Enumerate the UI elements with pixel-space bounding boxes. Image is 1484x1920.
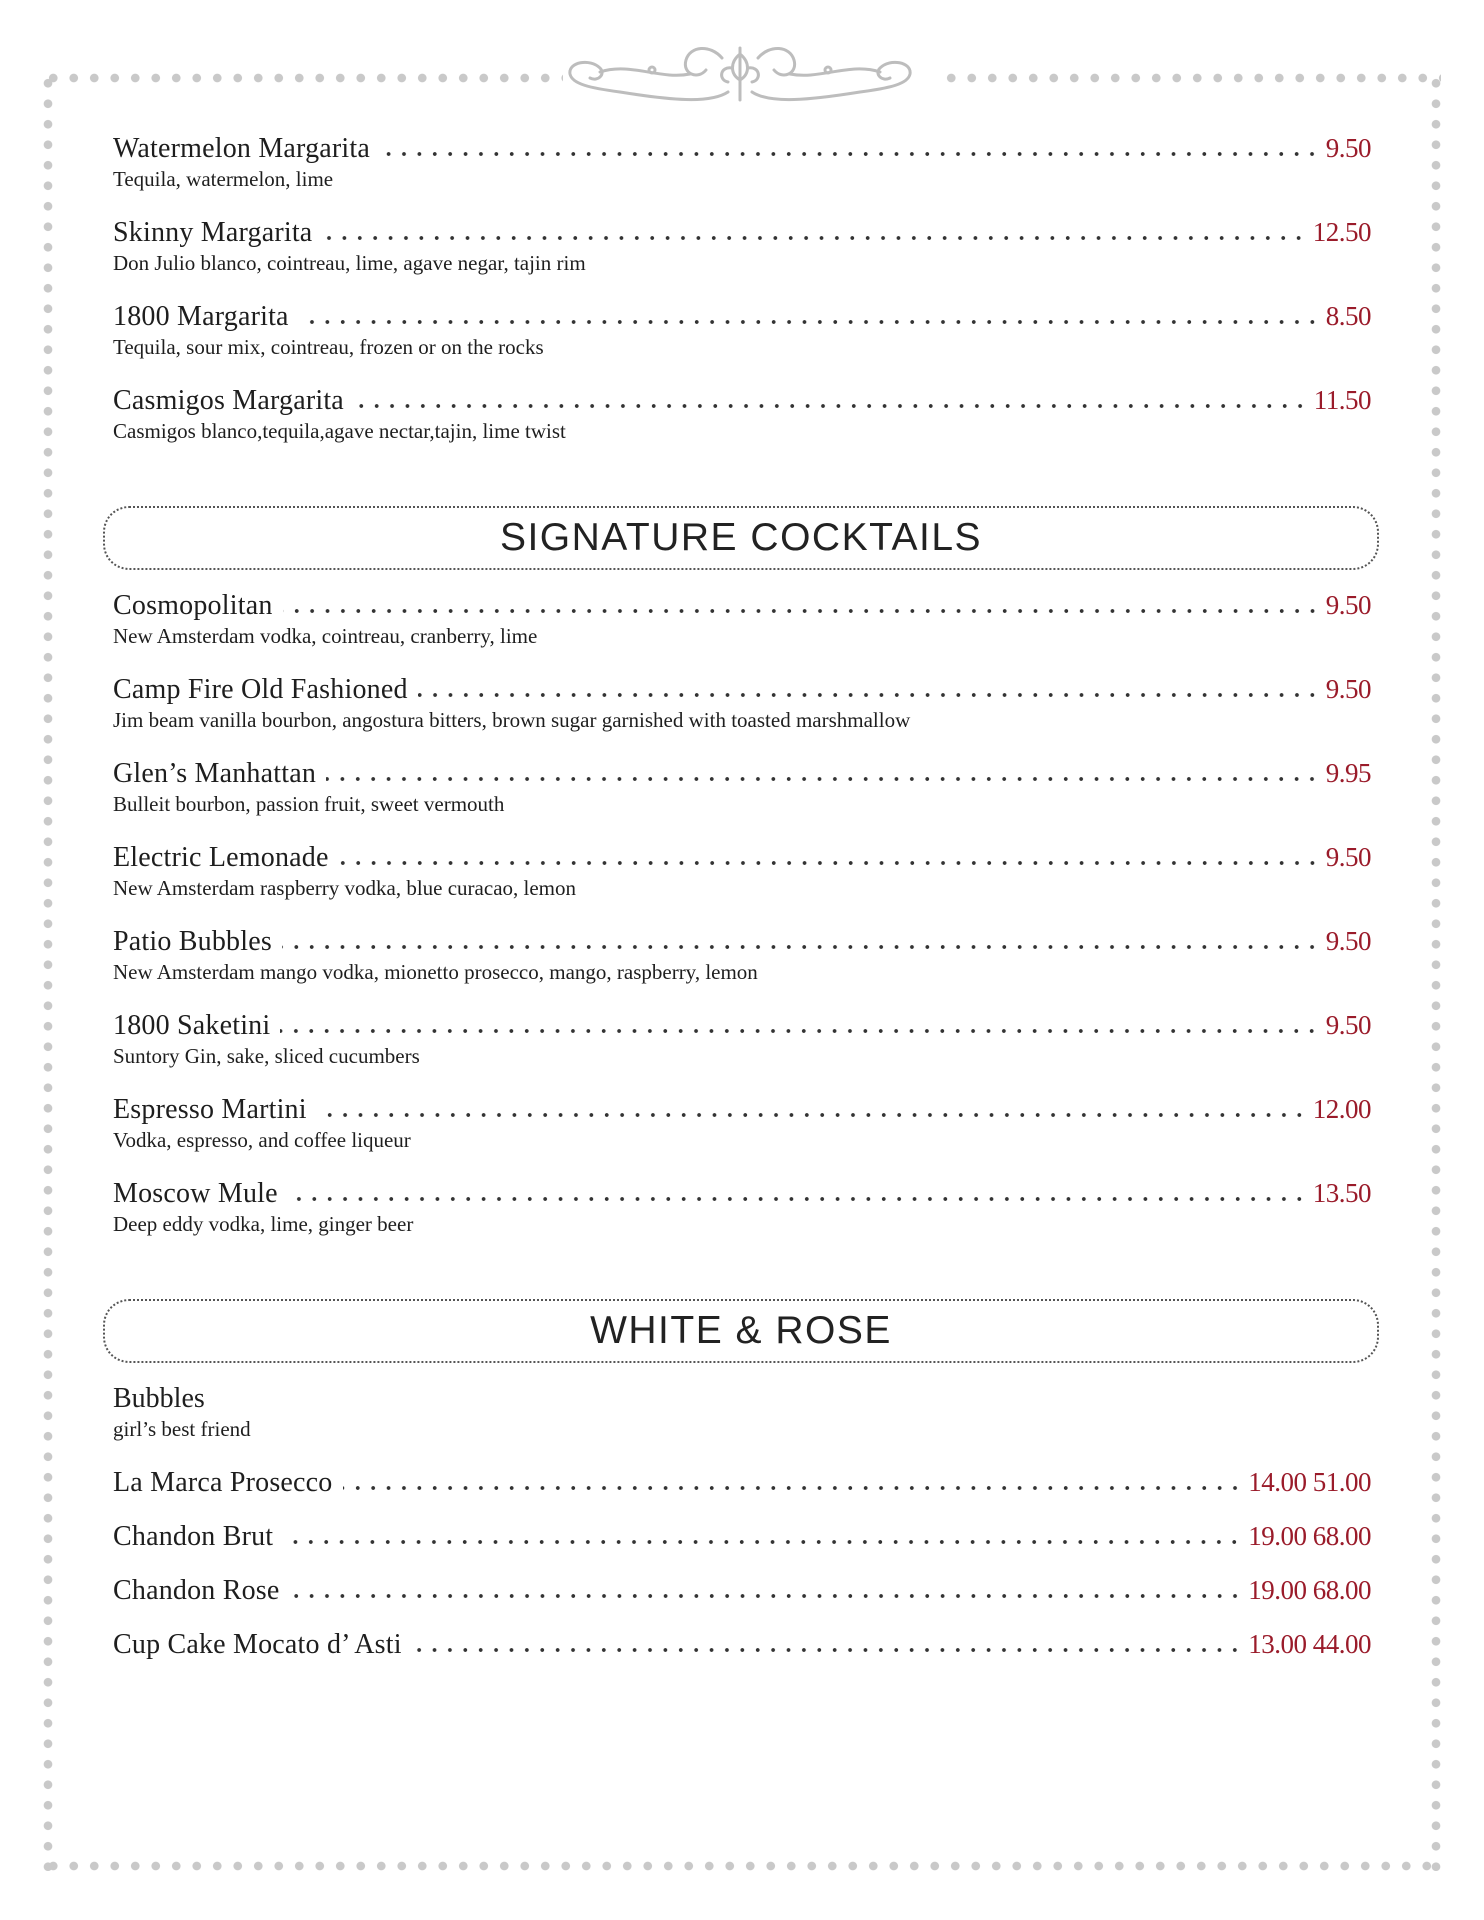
dot-leader <box>282 945 1320 949</box>
item-name: Cup Cake Mocato d’ Asti <box>113 1629 402 1660</box>
dot-leader <box>380 152 1320 156</box>
item-description: Jim beam vanilla bourbon, angostura bitters, brown sugar garnished with toasted marshmallow <box>113 708 911 732</box>
item-name: Chandon Brut <box>113 1521 274 1552</box>
item-name: 1800 Margarita <box>113 301 289 332</box>
dot-leader <box>299 320 1320 324</box>
item-price: 19.00 68.00 <box>1248 1575 1371 1605</box>
item-name: 1800 Saketini <box>113 1010 271 1041</box>
item-description: Deep eddy vodka, lime, ginger beer <box>113 1212 414 1236</box>
menu-item <box>113 758 1371 817</box>
item-description: Don Julio blanco, cointreau, lime, agave negar, tajin rim <box>113 251 586 275</box>
frame-top-right-dots <box>941 73 1441 83</box>
dot-leader <box>326 777 1320 781</box>
item-price: 19.00 68.00 <box>1248 1521 1371 1551</box>
menu-item <box>113 217 1371 276</box>
item-price: 9.95 <box>1325 758 1371 788</box>
item-price: 9.50 <box>1325 842 1371 872</box>
item-price: 12.50 <box>1312 217 1371 247</box>
menu-item <box>113 674 1371 733</box>
item-price: 13.50 <box>1312 1178 1371 1208</box>
subheading-bubbles <box>113 1383 251 1442</box>
item-price: 9.50 <box>1325 590 1371 620</box>
dot-leader <box>412 1648 1243 1652</box>
item-description: Suntory Gin, sake, sliced cucumbers <box>113 1044 420 1068</box>
menu-item <box>113 385 1371 444</box>
dot-leader <box>283 1540 1242 1544</box>
menu-item <box>113 842 1371 901</box>
frame-bottom-dots <box>43 1861 1441 1871</box>
dot-leader <box>283 609 1320 613</box>
item-description: Bulleit bourbon, passion fruit, sweet vermouth <box>113 792 505 816</box>
item-description: New Amsterdam mango vodka, mionetto prosecco, mango, raspberry, lemon <box>113 960 758 984</box>
menu-item <box>113 1467 1371 1499</box>
menu-item <box>113 926 1371 985</box>
item-price: 12.00 <box>1312 1094 1371 1124</box>
section-title: WHITE & ROSE <box>590 1309 892 1352</box>
item-name: Camp Fire Old Fashioned <box>113 674 408 705</box>
menu-item <box>113 301 1371 360</box>
menu-item <box>113 1010 1371 1069</box>
frame-right-dots <box>1431 73 1441 1871</box>
item-price: 9.50 <box>1325 1010 1371 1040</box>
item-description: Vodka, espresso, and coffee liqueur <box>113 1128 411 1152</box>
item-price: 14.00 51.00 <box>1248 1467 1371 1497</box>
dot-leader <box>280 1029 1319 1033</box>
item-price: 9.50 <box>1325 133 1371 163</box>
frame-top-left-dots <box>43 73 563 83</box>
menu-item <box>113 1178 1371 1237</box>
dot-leader <box>354 404 1308 408</box>
frame-left-dots <box>43 73 53 1871</box>
item-name: Glen’s Manhattan <box>113 758 317 789</box>
dot-leader <box>418 693 1320 697</box>
item-name: Espresso Martini <box>113 1094 307 1125</box>
item-name: Moscow Mule <box>113 1178 278 1209</box>
subheading-description: girl’s best friend <box>113 1417 251 1441</box>
dot-leader <box>322 236 1306 240</box>
dot-leader <box>317 1113 1307 1117</box>
dot-leader <box>290 1594 1243 1598</box>
menu-item <box>113 1521 1371 1553</box>
menu-item <box>113 1094 1371 1153</box>
item-name: Watermelon Margarita <box>113 133 371 164</box>
item-name: Casmigos Margarita <box>113 385 344 416</box>
item-description: Casmigos blanco,tequila,agave nectar,tajin, lime twist <box>113 419 566 443</box>
item-name: La Marca Prosecco <box>113 1467 333 1498</box>
item-description: Tequila, watermelon, lime <box>113 167 334 191</box>
section-header-white-rose <box>103 1299 1379 1363</box>
item-description: New Amsterdam vodka, cointreau, cranberry, lime <box>113 624 538 648</box>
item-name: Skinny Margarita <box>113 217 313 248</box>
item-name: Chandon Rose <box>113 1575 280 1606</box>
item-name: Electric Lemonade <box>113 842 329 873</box>
item-price: 8.50 <box>1325 301 1371 331</box>
item-description: New Amsterdam raspberry vodka, blue curacao, lemon <box>113 876 577 900</box>
dot-leader <box>343 1486 1243 1490</box>
item-price: 9.50 <box>1325 674 1371 704</box>
menu-item <box>113 133 1371 192</box>
item-name: Cosmopolitan <box>113 590 273 621</box>
item-description: Tequila, sour mix, cointreau, frozen or on the rocks <box>113 335 544 359</box>
menu-item <box>113 1629 1371 1661</box>
section-title: SIGNATURE COCKTAILS <box>499 516 983 559</box>
item-price: 11.50 <box>1313 385 1371 415</box>
dot-leader <box>339 861 1320 865</box>
dot-leader <box>288 1197 1307 1201</box>
menu-item <box>113 1575 1371 1607</box>
ornamental-flourish-icon <box>560 40 920 110</box>
item-price: 13.00 44.00 <box>1248 1629 1371 1659</box>
item-price: 9.50 <box>1325 926 1371 956</box>
menu-item <box>113 590 1371 649</box>
section-header-signature <box>103 506 1379 570</box>
item-name: Patio Bubbles <box>113 926 272 957</box>
subheading-name: Bubbles <box>113 1383 205 1414</box>
